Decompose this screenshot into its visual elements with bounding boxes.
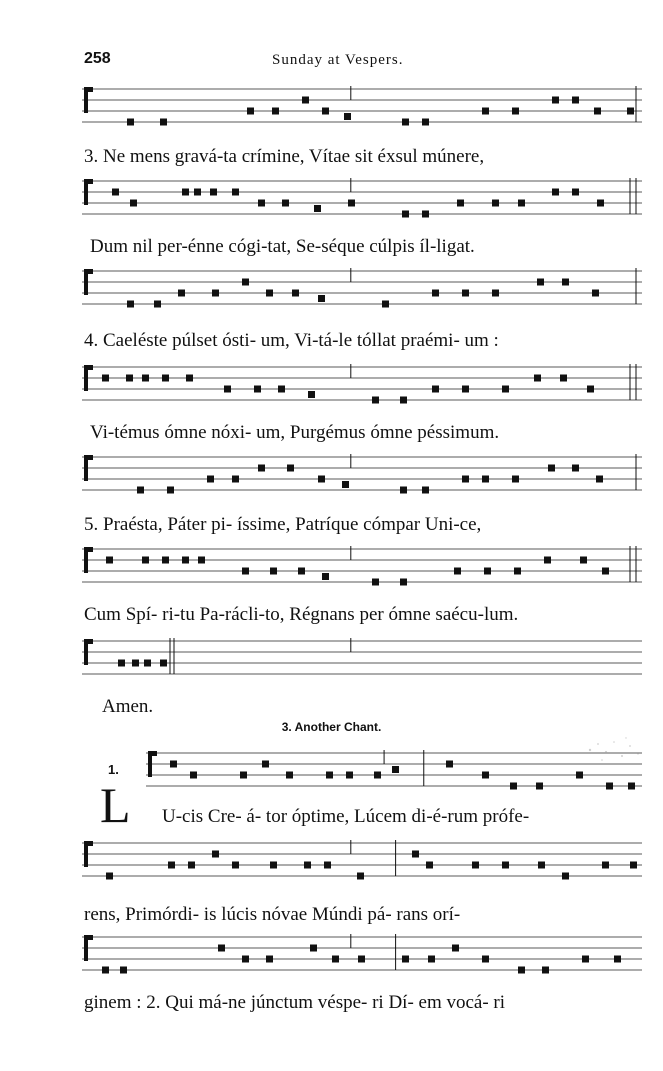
lyric-line: Dum nil per-énne cógi-tat, Se-séque cúlpis íl-ligat. [90, 236, 475, 257]
do-clef [88, 87, 93, 92]
neume [106, 557, 113, 564]
neume [324, 862, 331, 869]
neume [258, 200, 265, 207]
neume [357, 873, 364, 880]
neume [232, 862, 239, 869]
neume [126, 375, 133, 382]
staff-lines [146, 748, 642, 791]
neume [102, 967, 109, 974]
neume [170, 761, 177, 768]
neume [536, 783, 543, 790]
neume [344, 113, 351, 120]
neume [212, 851, 219, 858]
do-clef [88, 365, 93, 370]
neume [428, 956, 435, 963]
neume [462, 476, 469, 483]
do-clef [84, 639, 88, 665]
music-staff [82, 176, 642, 219]
neume [422, 487, 429, 494]
neume [582, 956, 589, 963]
music-staff [146, 748, 642, 791]
neume [322, 573, 329, 580]
staff-lines [82, 176, 642, 219]
neume [594, 108, 601, 115]
lyric-line: U-cis Cre- á- tor óptime, Lúcem di-é-rum prófe- [162, 806, 530, 827]
neume [272, 108, 279, 115]
neume [348, 200, 355, 207]
music-staff [82, 266, 642, 309]
neume [552, 97, 559, 104]
lyric-line: 5. Praésta, Páter pi- íssime, Patríque cómpar Uni-ce, [84, 514, 482, 535]
neume [207, 476, 214, 483]
music-staff [82, 932, 642, 975]
neume [144, 660, 151, 667]
lyric-line: 4. Caeléste púlset ósti- um, Vi-tá-le tóllat praémi- um : [84, 330, 499, 351]
neume [232, 476, 239, 483]
lyric-line: Amen. [102, 696, 154, 717]
neume [314, 205, 321, 212]
lyric-line: Cum Spí- ri-tu Pa-rácli-to, Régnans per ómne saécu-lum. [84, 604, 519, 625]
neume [266, 956, 273, 963]
neume [382, 301, 389, 308]
neume [247, 108, 254, 115]
staff-lines [82, 84, 642, 127]
staff-lines [82, 838, 642, 881]
neume [454, 568, 461, 575]
neume [162, 375, 169, 382]
neume [167, 487, 174, 494]
neume [512, 108, 519, 115]
neume [572, 97, 579, 104]
do-clef [84, 365, 88, 391]
neume [402, 211, 409, 218]
neume [112, 189, 119, 196]
neume [560, 375, 567, 382]
neume [446, 761, 453, 768]
neume [282, 200, 289, 207]
neume [518, 967, 525, 974]
neume [190, 772, 197, 779]
neume [240, 772, 247, 779]
do-clef [84, 269, 88, 295]
neume [400, 397, 407, 404]
neume [462, 386, 469, 393]
lyric-line: 3. Ne mens gravá-ta crímine, Vítae sit éxsul múnere, [84, 146, 485, 167]
neume [127, 119, 134, 126]
neume [318, 476, 325, 483]
do-clef [84, 841, 88, 867]
do-clef [88, 269, 93, 274]
neume [482, 772, 489, 779]
neume [422, 211, 429, 218]
neume [462, 290, 469, 297]
do-clef [88, 179, 93, 184]
music-staff [82, 84, 642, 127]
neume [538, 862, 545, 869]
paper-stain [578, 730, 648, 770]
neume [346, 772, 353, 779]
lyric-line: rens, Primórdi- is lúcis nóvae Múndi pá- rans orí- [84, 904, 461, 925]
neume [310, 945, 317, 952]
do-clef [84, 455, 88, 481]
do-clef [152, 751, 157, 756]
neume [287, 465, 294, 472]
neume [374, 772, 381, 779]
neume [562, 279, 569, 286]
neume [194, 189, 201, 196]
neume [482, 476, 489, 483]
neume [502, 862, 509, 869]
neume [602, 862, 609, 869]
staff-lines [82, 362, 642, 405]
do-clef [84, 935, 88, 961]
neume [512, 476, 519, 483]
neume [242, 279, 249, 286]
neume [242, 956, 249, 963]
neume [592, 290, 599, 297]
page-number: 258 [84, 50, 111, 67]
neume [182, 189, 189, 196]
neume [270, 862, 277, 869]
neume [258, 465, 265, 472]
neume [537, 279, 544, 286]
neume [432, 386, 439, 393]
neume [572, 189, 579, 196]
do-clef [84, 179, 88, 205]
neume [168, 862, 175, 869]
do-clef [88, 841, 93, 846]
neume [198, 557, 205, 564]
neume [162, 557, 169, 564]
do-clef [88, 639, 93, 644]
music-staff [82, 838, 642, 881]
neume [402, 119, 409, 126]
neume [142, 557, 149, 564]
neume [102, 375, 109, 382]
music-staff [82, 362, 642, 405]
neume [372, 397, 379, 404]
staff-lines [82, 266, 642, 309]
neume [130, 200, 137, 207]
neume [242, 568, 249, 575]
neume [308, 391, 315, 398]
neume [492, 200, 499, 207]
neume [178, 290, 185, 297]
do-clef [148, 751, 152, 777]
neume [160, 119, 167, 126]
do-clef [88, 935, 93, 940]
neume [127, 301, 134, 308]
neume [587, 386, 594, 393]
staff-lines [82, 932, 642, 975]
neume [270, 568, 277, 575]
neume [186, 375, 193, 382]
neume [212, 290, 219, 297]
neume [154, 301, 161, 308]
neume [482, 956, 489, 963]
music-staff [82, 636, 642, 679]
lyric-line: ginem : 2. Qui má-ne júnctum véspe- ri Dí- em vocá- ri [84, 992, 506, 1013]
neume [318, 295, 325, 302]
neume [596, 476, 603, 483]
neume [597, 200, 604, 207]
neume [548, 465, 555, 472]
staff-lines [82, 544, 642, 587]
neume [218, 945, 225, 952]
neume [534, 375, 541, 382]
neume [304, 862, 311, 869]
neume [322, 108, 329, 115]
section-heading: 3. Another Chant. [281, 720, 382, 734]
neume [542, 967, 549, 974]
neume [572, 465, 579, 472]
neume [552, 189, 559, 196]
neume [120, 967, 127, 974]
neume [482, 108, 489, 115]
do-clef [84, 87, 88, 113]
do-clef [88, 455, 93, 460]
neume [606, 783, 613, 790]
neume [510, 783, 517, 790]
neume [544, 557, 551, 564]
neume [160, 660, 167, 667]
neume [132, 660, 139, 667]
neume [452, 945, 459, 952]
neume [457, 200, 464, 207]
neume [372, 579, 379, 586]
neume [118, 660, 125, 667]
neume [188, 862, 195, 869]
neume [254, 386, 261, 393]
neume [298, 568, 305, 575]
neume [402, 956, 409, 963]
neume [422, 119, 429, 126]
neume [576, 772, 583, 779]
neume [602, 568, 609, 575]
neume [358, 956, 365, 963]
neume [392, 766, 399, 773]
neume [472, 862, 479, 869]
neume [224, 386, 231, 393]
neume [492, 290, 499, 297]
neume [614, 956, 621, 963]
neume [278, 386, 285, 393]
neume [302, 97, 309, 104]
lyric-line: Vi-témus ómne nóxi- um, Purgémus ómne péssimum. [90, 422, 500, 443]
neume [266, 290, 273, 297]
neume [627, 108, 634, 115]
neume [432, 290, 439, 297]
neume [292, 290, 299, 297]
neume [286, 772, 293, 779]
neume [400, 487, 407, 494]
neume [400, 579, 407, 586]
do-clef [84, 547, 88, 573]
neume [106, 873, 113, 880]
neume [562, 873, 569, 880]
neume [182, 557, 189, 564]
neume [137, 487, 144, 494]
music-staff [82, 544, 642, 587]
neume [502, 386, 509, 393]
music-staff [82, 452, 642, 495]
neume [412, 851, 419, 858]
neume [262, 761, 269, 768]
neume [514, 568, 521, 575]
neume [518, 200, 525, 207]
neume [426, 862, 433, 869]
neume [332, 956, 339, 963]
verse-number: 1. [108, 762, 119, 777]
neume [210, 189, 217, 196]
initial-letter: L [100, 777, 131, 833]
running-title: Sunday at Vespers. [272, 52, 404, 68]
neume [580, 557, 587, 564]
neume [342, 481, 349, 488]
neume [628, 783, 635, 790]
staff-lines [82, 452, 642, 495]
do-clef [88, 547, 93, 552]
neume [326, 772, 333, 779]
neume [484, 568, 491, 575]
staff-lines [82, 636, 642, 679]
neume [142, 375, 149, 382]
neume [232, 189, 239, 196]
neume [630, 862, 637, 869]
